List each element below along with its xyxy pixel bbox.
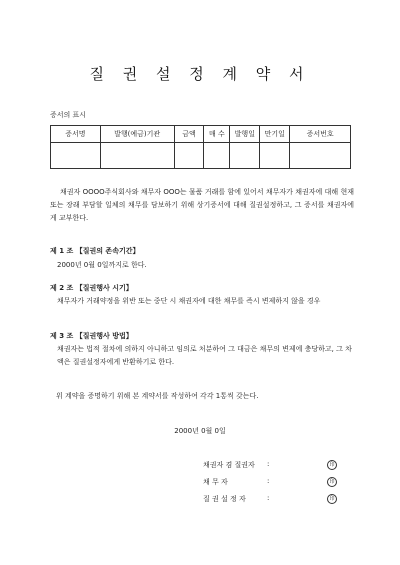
table-cell-empty	[100, 143, 174, 169]
document-title: 질 권 설 정 계 약 서	[89, 65, 311, 83]
signature-label: 채권자 겸 질권자	[203, 461, 255, 469]
table-header-cell: 금액	[174, 126, 204, 143]
table-header-cell: 증서명	[51, 126, 101, 143]
table-cell-empty	[174, 143, 204, 169]
table-cell-empty	[230, 143, 260, 169]
table-header-cell: 발행일	[230, 126, 260, 143]
signature-label: 질 권 설 정 자	[203, 495, 246, 503]
table-cell-empty	[51, 143, 101, 169]
signature-row-debtor	[203, 477, 353, 489]
table-cell-empty	[204, 143, 230, 169]
signature-colon: :	[267, 477, 270, 485]
signature-row-creditor	[203, 460, 353, 472]
signature-colon: :	[267, 494, 270, 502]
certificate-table	[50, 125, 351, 169]
table-cell-empty	[290, 143, 351, 169]
clause-2-heading: 제 2 조 【질권행사 시기】	[50, 284, 133, 292]
intro-paragraph: 채권자 OOOO주식회사와 채무자 OOO는 물품 거래를 함에 있어서 채무자가 채권자에 대해 현재 또는 장래 부담할 일체의 채무를 담보하기 위해 상기증서에 대해 질권설정하고, 그 증서를 채권자에게 교부한다.	[50, 188, 354, 222]
signature-row-pledgor	[203, 494, 353, 506]
contract-date: 2000년 0월 0일	[174, 427, 226, 435]
signature-label: 채 무 자	[203, 478, 228, 486]
table-header-cell: 증서번호	[290, 126, 351, 143]
clause-3-heading: 제 3 조 【질권행사 방법】	[50, 332, 133, 340]
closing-statement: 위 계약을 증명하기 위해 본 계약서를 작성하여 각각 1통씩 갖는다.	[56, 392, 259, 400]
signature-colon: :	[267, 460, 270, 468]
clause-1-heading: 제 1 조 【질권의 존속기간】	[50, 247, 140, 255]
table-row	[51, 143, 351, 169]
certificate-section-label: 증서의 표시	[50, 111, 87, 119]
table-header-row	[51, 126, 351, 143]
seal-icon: 印	[327, 477, 337, 487]
table-header-cell: 발행(예금)기관	[100, 126, 174, 143]
table-header-cell: 만기일	[260, 126, 290, 143]
clause-1-body: 2000년 0월 0일까지로 한다.	[57, 261, 147, 269]
seal-icon: 印	[327, 460, 337, 470]
clause-2-body: 채무자가 거래약정을 위반 또는 중단 시 채권자에 대한 채무를 즉시 변제하지 않을 경우	[57, 297, 321, 305]
clause-3-body: 채권자는 법적 절차에 의하지 아니하고 임의로 처분하여 그 대금은 채무의 변제에 충당하고, 그 차액은 질권설정자에게 반환하기로 한다.	[57, 345, 352, 366]
seal-icon: 印	[327, 494, 337, 504]
table-header-cell: 매 수	[204, 126, 230, 143]
table-cell-empty	[260, 143, 290, 169]
